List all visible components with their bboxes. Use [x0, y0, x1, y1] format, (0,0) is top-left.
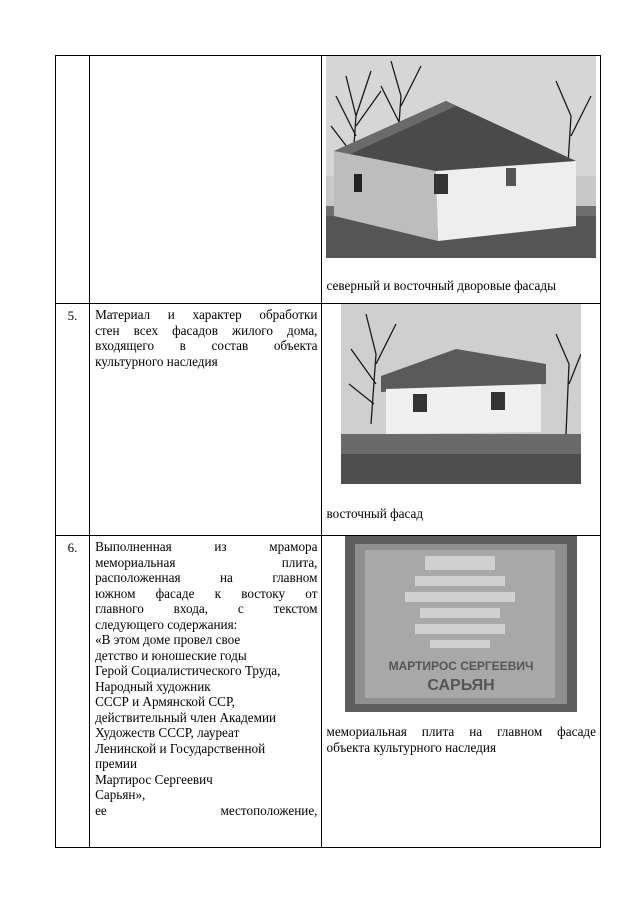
- photo-caption: восточный фасад: [326, 506, 424, 521]
- row-description: Материал и характер обработки стен всех фасадов жилого дома, входящего в состав объекта культурного наследия: [90, 304, 322, 536]
- row-description: Выполненная из мрамора мемориальная плита, расположенная на главном южном фасаде к востоку от главного входа, с текстом следующего содержания: «В этом доме провел свое детство и юношеские годы Герой Социалистического Труда, Народный художник СССР и Армянской ССР, действительный член Академии Художеств СССР, лауреат Ленинской и Государственной премии Мартирос Сергеевич Сарьян», ее местоположение,: [90, 536, 322, 848]
- row-photo-cell: [322, 536, 601, 848]
- photo-caption: северный и восточный дворовые фасады: [326, 278, 556, 293]
- row-number: [56, 56, 90, 304]
- row-number: 6.: [56, 536, 90, 848]
- plaque-line-1: МАРТИРОС СЕРГЕЕВИЧ: [388, 659, 534, 673]
- table-row: [56, 536, 601, 848]
- row-number: 5.: [56, 304, 90, 536]
- house-photo-east: [341, 304, 581, 484]
- document-table: [55, 55, 601, 848]
- table-row: [56, 304, 601, 536]
- house-photo-north-east: [326, 56, 596, 258]
- row-photo-cell: [322, 304, 601, 536]
- row-photo-cell: [322, 56, 601, 304]
- photo-caption: мемориальная плита на главном фасаде объекта культурного наследия: [326, 724, 596, 755]
- table-row: [56, 56, 601, 304]
- memorial-plaque-photo: [345, 536, 577, 712]
- row-description: [90, 56, 322, 304]
- plaque-line-2: САРЬЯН: [427, 677, 495, 694]
